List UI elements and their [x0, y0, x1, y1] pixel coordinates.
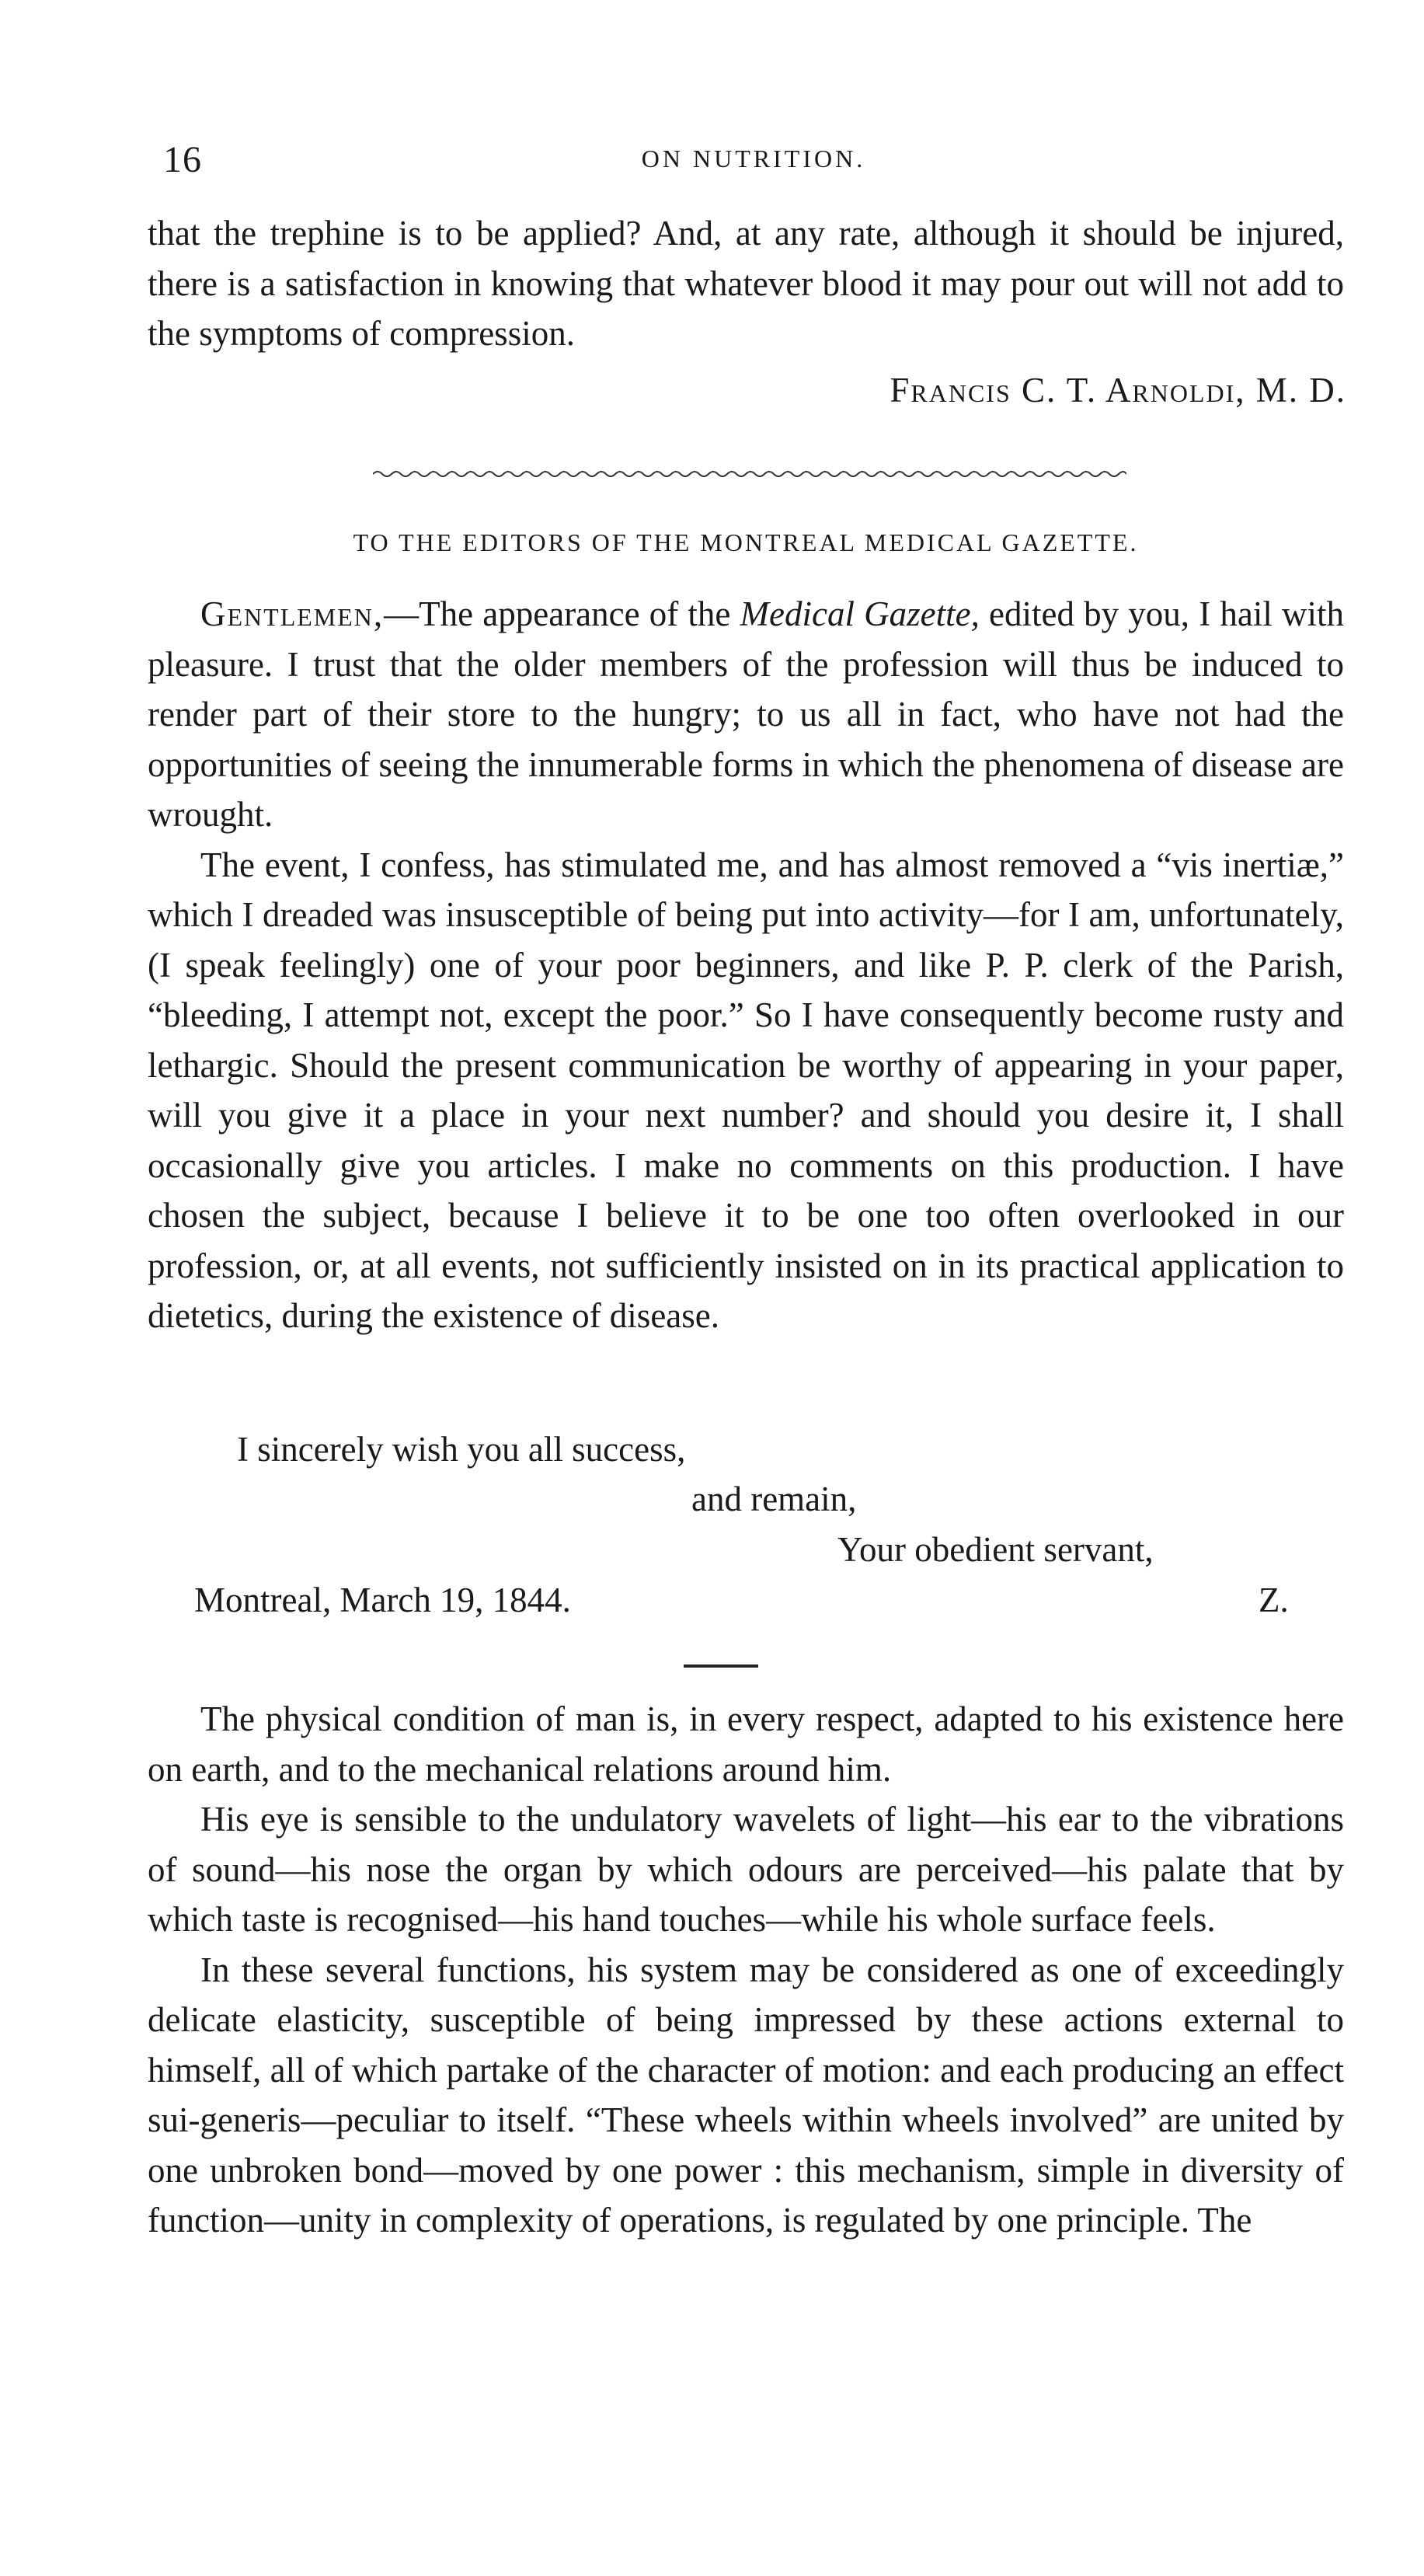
letter-p1-part-2: edited by you, I hail with pleasure. I trust that the older members of the profession will thus be induced to render part of their store to the hungry; to us all in fact, who have not had the opportunities of seeing the innumerable forms in which the phenomena of disease are wrought. — [148, 594, 1344, 834]
letter-paragraph-1 — [148, 589, 1344, 840]
article-paragraph-2: His eye is sensible to the undulatory wavelets of light—his ear to the vibrations of sound—his nose the organ by which odours are perceived—his palate that by which taste is recognised—his hand touches—while his whole surface feels. — [148, 1800, 1344, 1939]
article-paragraph-3: In these several functions, his system may be considered as one of exceedingly delicate elasticity, susceptible of being impressed by these actions external to himself, all of which partake of the character of motion: and each producing an effect sui-generis—peculiar to itself. “These wheels within wheels involved” are united by one unbroken bond—moved by one power : this mechanism, simple in diversity of function—unity in complexity of operations, is regulated by one principle. The — [148, 1950, 1344, 2240]
closing-line-2: and remain, — [691, 1480, 857, 1518]
salutation: Gentlemen, — [200, 594, 385, 633]
journal-title: Medical Gazette, — [740, 594, 980, 633]
article-paragraph-1: The physical condition of man is, in every respect, adapted to his existence here on earth, and to the mechanical relations around him. — [148, 1699, 1344, 1789]
closing-line-1: I sincerely wish you all success, — [237, 1430, 686, 1469]
wavy-divider — [373, 466, 1126, 482]
page-header — [163, 138, 1344, 193]
letter-heading: TO THE EDITORS OF THE MONTREAL MEDICAL GAZETTE. — [353, 528, 1139, 556]
letter-p1-part-1: —The appearance of the — [384, 594, 740, 633]
section-divider — [684, 1664, 758, 1668]
page-number: 16 — [163, 139, 202, 180]
letter-body — [148, 589, 1344, 1341]
place-date: Montreal, March 19, 1844. — [194, 1581, 571, 1619]
author-initial: Z. — [1259, 1581, 1289, 1619]
author-signature: Francis C. T. Arnoldi, M. D. — [890, 371, 1346, 410]
closing-line-3: Your obedient servant, — [837, 1530, 1154, 1569]
closing-paragraph: that the trephine is to be applied? And, at any rate, although it should be injured, there is a satisfaction in knowing that whatever blood it may pour out will not add to the symptoms of compression. — [148, 214, 1344, 353]
running-title: ON NUTRITION. — [641, 145, 866, 173]
article-body — [148, 1694, 1344, 2246]
letter-paragraph-2: The event, I confess, has stimulated me, and has almost removed a “vis inertiæ,” which I dreaded was insusceptible of being put into activity—for I am, unfortunately, (I speak feelingly) one of your poor beginners, and like P. P. clerk of the Parish, “bleeding, I attempt not, except the poor.” So I have consequently become rusty and lethargic. Should the present communication be worthy of appearing in your paper, will you give it a place in your next number? and should you desire it, I shall occasionally give you articles. I make no comments on this production. I have chosen the subject, because I believe it to be one too often overlooked in our profession, or, at all events, not sufficiently insisted on in its practical application to dietetics, during the existence of disease. — [148, 845, 1344, 1335]
previous-article-ending — [148, 208, 1344, 359]
